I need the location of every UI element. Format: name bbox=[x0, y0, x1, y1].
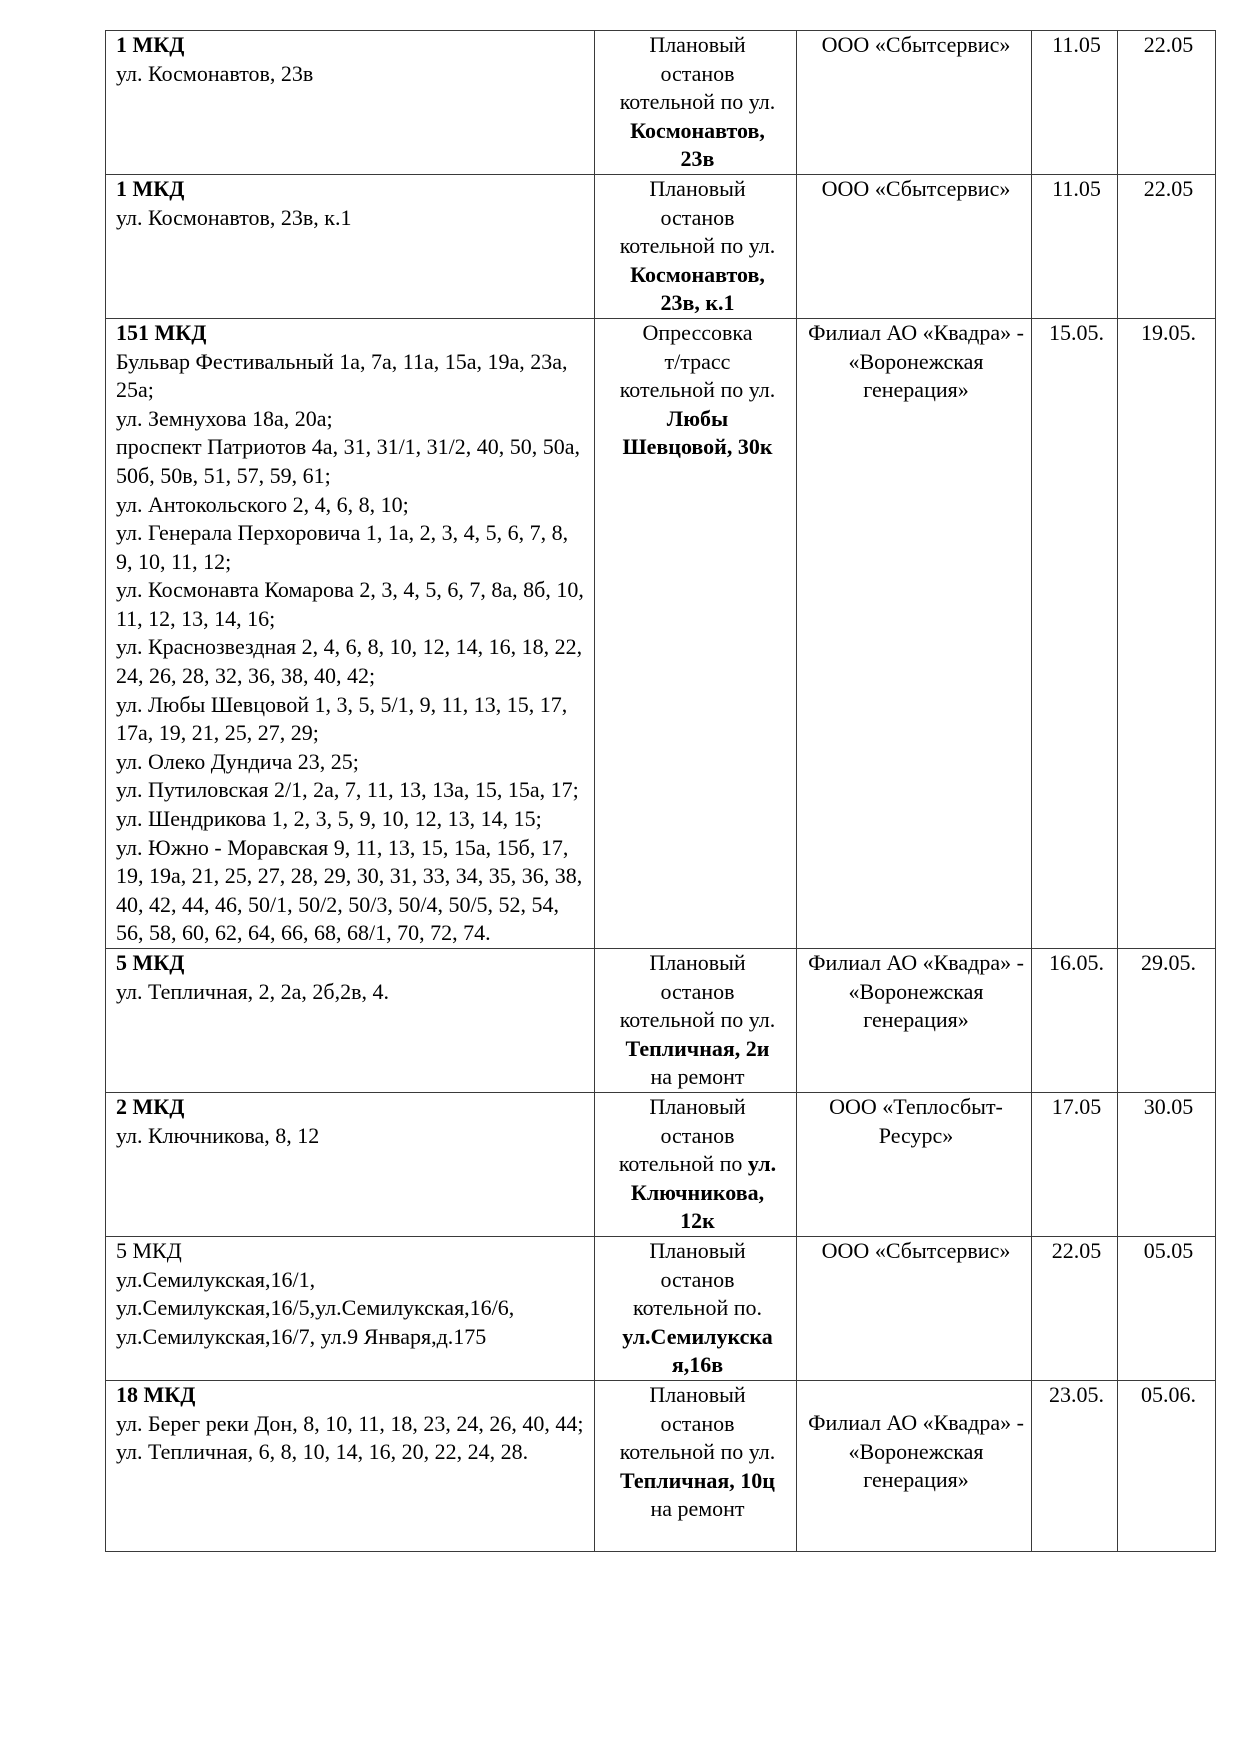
building-count: 151 МКД bbox=[116, 319, 207, 345]
start-date: 11.05 bbox=[1032, 31, 1118, 175]
boiler-location: ул.Семилукска bbox=[622, 1323, 773, 1349]
reason-line: останов bbox=[660, 978, 735, 1004]
reason-line: Плановый bbox=[649, 1237, 746, 1263]
address-line: ул. Космонавта Комарова 2, 3, 4, 5, 6, 7, 8а, 8б, 10, 11, 12, 13, 14, 16; bbox=[116, 577, 584, 631]
address-line: проспект Патриотов 4а, 31, 31/1, 31/2, 40, 50, 50а, 50б, 50в, 51, 57, 59, 61; bbox=[116, 434, 581, 488]
table-row bbox=[106, 949, 1216, 1093]
end-date: 22.05 bbox=[1118, 174, 1216, 318]
table-row bbox=[106, 318, 1216, 948]
address-line: ул. Земнухова 18а, 20а; bbox=[116, 405, 333, 431]
building-count: 5 МКД bbox=[116, 950, 185, 975]
organization-cell: Филиал АО «Квадра» - «Воронежская генерация» bbox=[797, 949, 1032, 1093]
boiler-location: ул. bbox=[747, 1151, 777, 1177]
reason-line: останов bbox=[660, 60, 735, 86]
organization-cell: ООО «Сбытсервис» bbox=[797, 174, 1032, 318]
address-line: ул. Путиловская 2/1, 2а, 7, 11, 13, 13а, 15, 15а, 17; bbox=[116, 777, 579, 803]
reason-cell bbox=[595, 949, 797, 1093]
reason-cell bbox=[595, 1380, 797, 1551]
reason-cell bbox=[595, 31, 797, 175]
boiler-location: Ключникова, bbox=[630, 1179, 765, 1205]
reason-line: котельной по bbox=[618, 1151, 743, 1177]
reason-tail: на ремонт bbox=[650, 1064, 745, 1090]
address-line: ул. Любы Шевцовой 1, 3, 5, 5/1, 9, 11, 13, 15, 17, 17а, 19, 21, 25, 27, 29; bbox=[116, 691, 568, 746]
address-line: ул. Антокольского 2, 4, 6, 8, 10; bbox=[116, 491, 409, 517]
boiler-location: Космонавтов, bbox=[630, 117, 765, 143]
outage-schedule-table bbox=[105, 30, 1216, 1552]
start-date: 22.05 bbox=[1032, 1236, 1118, 1380]
boiler-location: Космонавтов, bbox=[630, 261, 765, 287]
boiler-location: 12к bbox=[680, 1208, 715, 1234]
reason-line: т/трасс bbox=[664, 348, 731, 374]
organization-name: Филиал АО «Квадра» - «Воронежская генерация» bbox=[808, 1409, 1024, 1493]
end-date: 05.06. bbox=[1118, 1380, 1216, 1551]
address-line: ул. Космонавтов, 23в, к.1 bbox=[116, 204, 352, 230]
reason-line: котельной по. bbox=[633, 1295, 762, 1321]
address-line: ул. Олеко Дундича 23, 25; bbox=[116, 748, 359, 774]
start-date: 15.05. bbox=[1032, 318, 1118, 948]
start-date: 23.05. bbox=[1032, 1380, 1118, 1551]
building-count: 1 МКД bbox=[116, 175, 185, 201]
reason-cell bbox=[595, 1092, 797, 1236]
address-line: ул. Тепличная, 2, 2а, 2б,2в, 4. bbox=[116, 978, 389, 1004]
boiler-location: 23в bbox=[680, 146, 715, 172]
address-cell bbox=[106, 1236, 595, 1380]
reason-line: останов bbox=[660, 204, 735, 230]
address-cell bbox=[106, 949, 595, 1093]
organization-cell: ООО «Теплосбыт-Ресурс» bbox=[797, 1092, 1032, 1236]
reason-cell bbox=[595, 174, 797, 318]
reason-cell bbox=[595, 1236, 797, 1380]
reason-line: Опрессовка bbox=[642, 319, 753, 345]
boiler-location: Тепличная, 10ц bbox=[620, 1467, 775, 1493]
start-date: 16.05. bbox=[1032, 949, 1118, 1093]
address-line: ул. Генерала Перхоровича 1, 1а, 2, 3, 4, 5, 6, 7, 8, 9, 10, 11, 12; bbox=[116, 520, 569, 574]
reason-line: Плановый bbox=[649, 1093, 746, 1119]
table-row bbox=[106, 1380, 1216, 1551]
reason-line: останов bbox=[660, 1266, 735, 1292]
reason-line: Плановый bbox=[649, 950, 746, 975]
boiler-location: я,16в bbox=[671, 1352, 724, 1378]
reason-line: Плановый bbox=[649, 1381, 746, 1407]
boiler-location: 23в, к.1 bbox=[660, 290, 735, 316]
building-count: 2 МКД bbox=[116, 1093, 185, 1119]
reason-line: останов bbox=[660, 1122, 735, 1148]
reason-line: котельной по ул. bbox=[619, 89, 776, 115]
reason-line: Плановый bbox=[649, 32, 746, 57]
end-date: 05.05 bbox=[1118, 1236, 1216, 1380]
building-count: 5 МКД bbox=[116, 1237, 182, 1263]
end-date: 30.05 bbox=[1118, 1092, 1216, 1236]
boiler-location: Шевцовой, 30к bbox=[622, 434, 773, 460]
address-line: ул.Семилукская,16/1, ул.Семилукская,16/5,ул.Семилукская,16/6, ул.Семилукская,16/7, ул.9 Января,д.175 bbox=[116, 1266, 515, 1349]
organization-cell bbox=[797, 1380, 1032, 1551]
address-line: ул. Берег реки Дон, 8, 10, 11, 18, 23, 24, 26, 40, 44; bbox=[116, 1410, 584, 1436]
start-date: 17.05 bbox=[1032, 1092, 1118, 1236]
building-count: 1 МКД bbox=[116, 32, 185, 57]
reason-line: котельной по ул. bbox=[619, 1439, 776, 1465]
table-row bbox=[106, 174, 1216, 318]
address-cell bbox=[106, 1380, 595, 1551]
reason-cell bbox=[595, 318, 797, 948]
reason-tail: на ремонт bbox=[650, 1496, 745, 1522]
organization-cell: ООО «Сбытсервис» bbox=[797, 31, 1032, 175]
boiler-location: Любы bbox=[666, 405, 729, 431]
table-row bbox=[106, 1092, 1216, 1236]
organization-cell: Филиал АО «Квадра» - «Воронежская генерация» bbox=[797, 318, 1032, 948]
address-cell bbox=[106, 174, 595, 318]
building-count: 18 МКД bbox=[116, 1381, 196, 1407]
address-line: ул. Южно - Моравская 9, 11, 13, 15, 15а, 15б, 17, 19, 19а, 21, 25, 27, 28, 29, 30, 31, 33, 34, 35, 36, 38, 40, 42, 44, 46, 50/1, 50/2, 50/3, 50/4, 50/5, 52, 54, 56, 58, 60, 62, 64, 66, 68, 68/1, 70, 72, 74. bbox=[116, 834, 583, 946]
end-date: 29.05. bbox=[1118, 949, 1216, 1093]
table-row bbox=[106, 31, 1216, 175]
organization-cell: ООО «Сбытсервис» bbox=[797, 1236, 1032, 1380]
address-line: Бульвар Фестивальный 1а, 7а, 11а, 15а, 19а, 23а, 25а; bbox=[116, 348, 568, 403]
reason-line: останов bbox=[660, 1410, 735, 1436]
reason-line: котельной по ул. bbox=[619, 1007, 776, 1033]
address-line: ул. Шендрикова 1, 2, 3, 5, 9, 10, 12, 13, 14, 15; bbox=[116, 806, 542, 832]
start-date: 11.05 bbox=[1032, 174, 1118, 318]
address-cell bbox=[106, 31, 595, 175]
table-row bbox=[106, 1236, 1216, 1380]
address-cell bbox=[106, 318, 595, 948]
address-line: ул. Ключникова, 8, 12 bbox=[116, 1122, 320, 1148]
reason-line: котельной по ул. bbox=[619, 233, 776, 259]
address-cell bbox=[106, 1092, 595, 1236]
end-date: 22.05 bbox=[1118, 31, 1216, 175]
address-line: ул. Тепличная, 6, 8, 10, 14, 16, 20, 22, 24, 28. bbox=[116, 1439, 529, 1465]
end-date: 19.05. bbox=[1118, 318, 1216, 948]
reason-line: котельной по ул. bbox=[619, 377, 776, 403]
address-line: ул. Космонавтов, 23в bbox=[116, 60, 314, 86]
address-line: ул. Краснозвездная 2, 4, 6, 8, 10, 12, 14, 16, 18, 22, 24, 26, 28, 32, 36, 38, 40, 42; bbox=[116, 634, 583, 689]
reason-line: Плановый bbox=[649, 175, 746, 201]
boiler-location: Тепличная, 2и bbox=[625, 1035, 770, 1061]
